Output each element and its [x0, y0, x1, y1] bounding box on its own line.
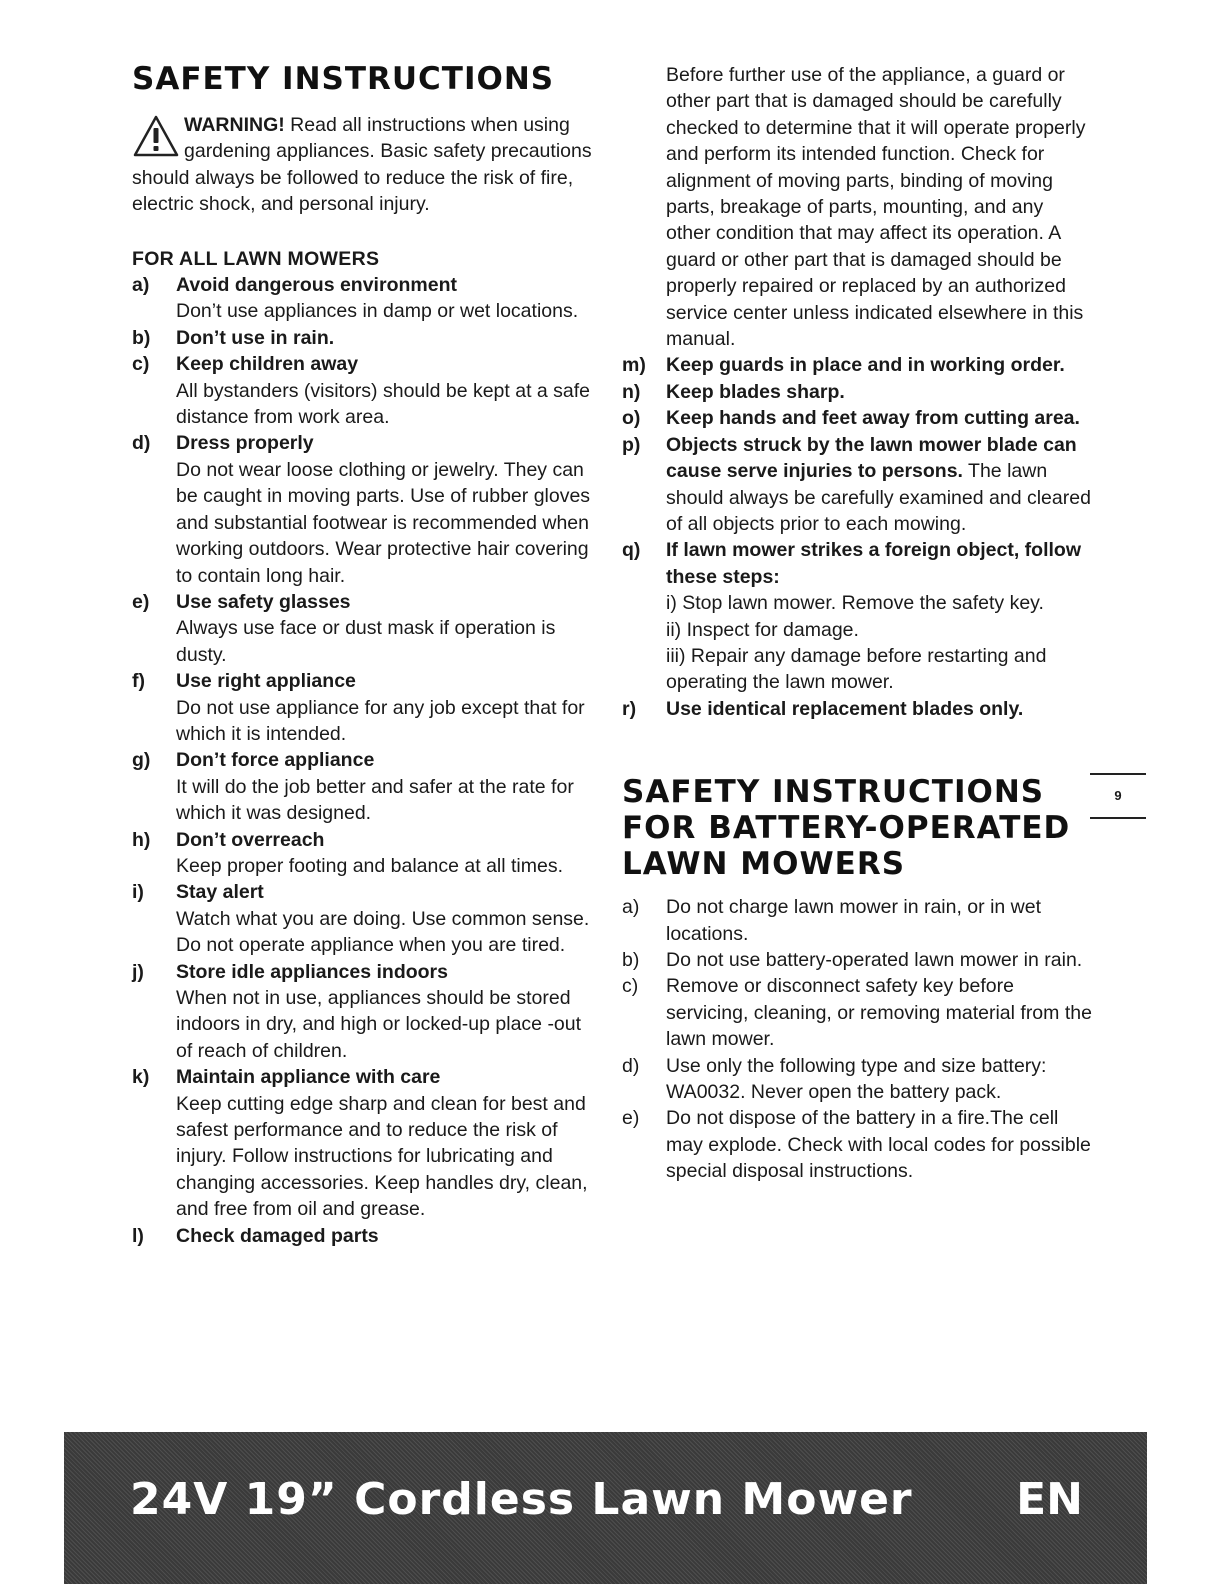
battery-heading-line: SAFETY INSTRUCTIONS: [622, 774, 1045, 811]
warning-text: Read all instructions when using gardening appliances. Basic safety precautions should always be followed to reduce the risk of fire, electric shock, and personal injury.: [132, 114, 592, 216]
item-title: Use safety glasses: [176, 590, 351, 613]
item-title: Avoid dangerous environment: [176, 274, 457, 297]
item-description: Do not wear loose clothing or jewelry. They can be caught in moving parts. Use of rubber gloves and substantial footwear is recommended when working outdoors. Wear protective hair covering to contain long hair.: [176, 458, 591, 587]
item-marker: k): [132, 1066, 150, 1089]
item-marker: a): [622, 896, 640, 919]
item-step: i) Stop lawn mower. Remove the safety key.: [666, 592, 1044, 615]
safety-list-right: [622, 352, 1092, 722]
item-title: Objects struck by the lawn mower blade can cause serve injuries to persons.: [666, 433, 1077, 483]
safety-list-left: [132, 272, 602, 1249]
battery-list-item: [622, 1053, 1092, 1106]
footer-banner: [64, 1432, 1147, 1584]
item-marker: a): [132, 274, 150, 297]
list-item: [132, 272, 602, 325]
item-title: Don’t use in rain.: [176, 326, 335, 349]
item-description: All bystanders (visitors) should be kept at a safe distance from work area.: [176, 379, 591, 429]
list-item: [132, 351, 602, 430]
item-marker: r): [622, 697, 637, 720]
list-item: [622, 537, 1092, 695]
list-item: [132, 668, 602, 747]
list-item: [132, 430, 602, 588]
footer-language: EN: [1016, 1474, 1083, 1525]
item-title: Stay alert: [176, 881, 264, 904]
list-item: [132, 747, 602, 826]
item-description: Keep cutting edge sharp and clean for best and safest performance and to reduce the risk of injury. Follow instructions for lubricating and changing accessories. Keep handles dry, clean, and free from oil and grease.: [176, 1092, 588, 1221]
right-column: [622, 62, 1092, 1185]
battery-list-item: [622, 973, 1092, 1052]
item-marker: g): [132, 749, 151, 772]
left-column: [132, 62, 602, 1249]
item-marker: e): [132, 590, 150, 613]
item-description: Do not use appliance for any job except that for which it is intended.: [176, 696, 585, 745]
item-text: Do not use battery-operated lawn mower in rain.: [666, 948, 1083, 971]
item-marker: b): [132, 326, 151, 349]
list-item: [132, 827, 602, 880]
battery-heading: [622, 774, 1092, 882]
item-step: ii) Inspect for damage.: [666, 618, 859, 641]
item-description: The lawn should always be carefully examined and cleared of all objects prior to each mowing.: [666, 460, 1091, 535]
footer-title: 24V 19” Cordless Lawn Mower: [130, 1474, 913, 1525]
item-step: iii) Repair any damage before restarting and operating the lawn mower.: [666, 644, 1047, 694]
list-item: [132, 589, 602, 668]
item-title: Keep blades sharp.: [666, 380, 845, 403]
item-marker: o): [622, 407, 641, 430]
item-title: Keep children away: [176, 353, 359, 376]
battery-list-item: [622, 894, 1092, 947]
item-text: Remove or disconnect safety key before servicing, cleaning, or removing material from the lawn mower.: [666, 975, 1092, 1051]
main-heading: SAFETY INSTRUCTIONS: [132, 61, 555, 97]
battery-list: [622, 894, 1092, 1184]
item-description: Watch what you are doing. Use common sense. Do not operate appliance when you are tired.: [176, 907, 590, 957]
item-description: Always use face or dust mask if operation is dusty.: [176, 617, 556, 666]
list-item: [622, 432, 1092, 538]
warning-triangle-icon: [132, 114, 180, 158]
item-title: Use identical replacement blades only.: [666, 697, 1024, 720]
item-title: Store idle appliances indoors: [176, 960, 448, 983]
item-marker: h): [132, 828, 151, 851]
item-description: It will do the job better and safer at the rate for which it was designed.: [176, 775, 574, 825]
item-title: Dress properly: [176, 432, 314, 455]
item-marker: n): [622, 380, 641, 403]
item-l-continuation: Before further use of the appliance, a guard or other part that is damaged should be carefully checked to determine that it will operate properly and perform its intended function. Check for alignment of moving parts, binding of moving parts, breakage of parts, mounting, and any other condition that may affect its operation. A guard or other part that is damaged should be properly repaired or replaced by an authorized service center unless indicated elsewhere in this manual.: [666, 64, 1086, 351]
battery-heading-line: FOR BATTERY-OPERATED: [622, 810, 1071, 847]
item-marker: d): [132, 432, 151, 455]
list-item: [132, 959, 602, 1065]
item-title: Keep guards in place and in working order.: [666, 354, 1065, 377]
list-item: [622, 352, 1092, 378]
item-text: Use only the following type and size battery: WA0032. Never open the battery pack.: [666, 1054, 1047, 1103]
item-marker: i): [132, 881, 144, 904]
item-marker: l): [132, 1224, 144, 1247]
item-description: Keep proper footing and balance at all times.: [176, 854, 564, 877]
item-marker: c): [622, 975, 639, 998]
item-title: Don’t force appliance: [176, 749, 375, 772]
list-item: [622, 379, 1092, 405]
item-marker: m): [622, 354, 646, 377]
page-number: 9: [1090, 773, 1146, 819]
item-marker: e): [622, 1107, 640, 1130]
item-title: Check damaged parts: [176, 1224, 379, 1247]
item-marker: f): [132, 670, 145, 693]
item-title: Don’t overreach: [176, 828, 325, 851]
item-marker: b): [622, 948, 640, 971]
subheading-all-lawn-mowers: FOR ALL LAWN MOWERS: [132, 247, 380, 270]
list-item: [622, 405, 1092, 431]
item-marker: j): [132, 960, 144, 983]
list-item: [622, 696, 1092, 722]
list-item: [132, 879, 602, 958]
item-marker: c): [132, 353, 150, 376]
item-description: Don’t use appliances in damp or wet locations.: [176, 300, 579, 323]
battery-heading-line: LAWN MOWERS: [622, 846, 906, 883]
item-text: Do not charge lawn mower in rain, or in wet locations.: [666, 896, 1042, 945]
battery-list-item: [622, 947, 1092, 973]
item-marker: p): [622, 433, 641, 456]
battery-list-item: [622, 1105, 1092, 1184]
item-title: Use right appliance: [176, 670, 356, 693]
item-text: Do not dispose of the battery in a fire.The cell may explode. Check with local codes for possible special disposal instructions.: [666, 1107, 1091, 1183]
item-title: Maintain appliance with care: [176, 1066, 441, 1089]
warning-label: WARNING!: [184, 114, 285, 136]
item-title: Keep hands and feet away from cutting area.: [666, 407, 1080, 430]
item-marker: q): [622, 539, 641, 562]
item-marker: d): [622, 1054, 640, 1077]
list-item: [132, 1223, 602, 1249]
item-description: When not in use, appliances should be stored indoors in dry, and high or locked-up place -out of reach of children.: [176, 987, 582, 1062]
item-title: If lawn mower strikes a foreign object, follow these steps:: [666, 539, 1081, 588]
warning-paragraph: [132, 112, 602, 218]
list-item: [132, 1064, 602, 1222]
list-item: [132, 325, 602, 351]
